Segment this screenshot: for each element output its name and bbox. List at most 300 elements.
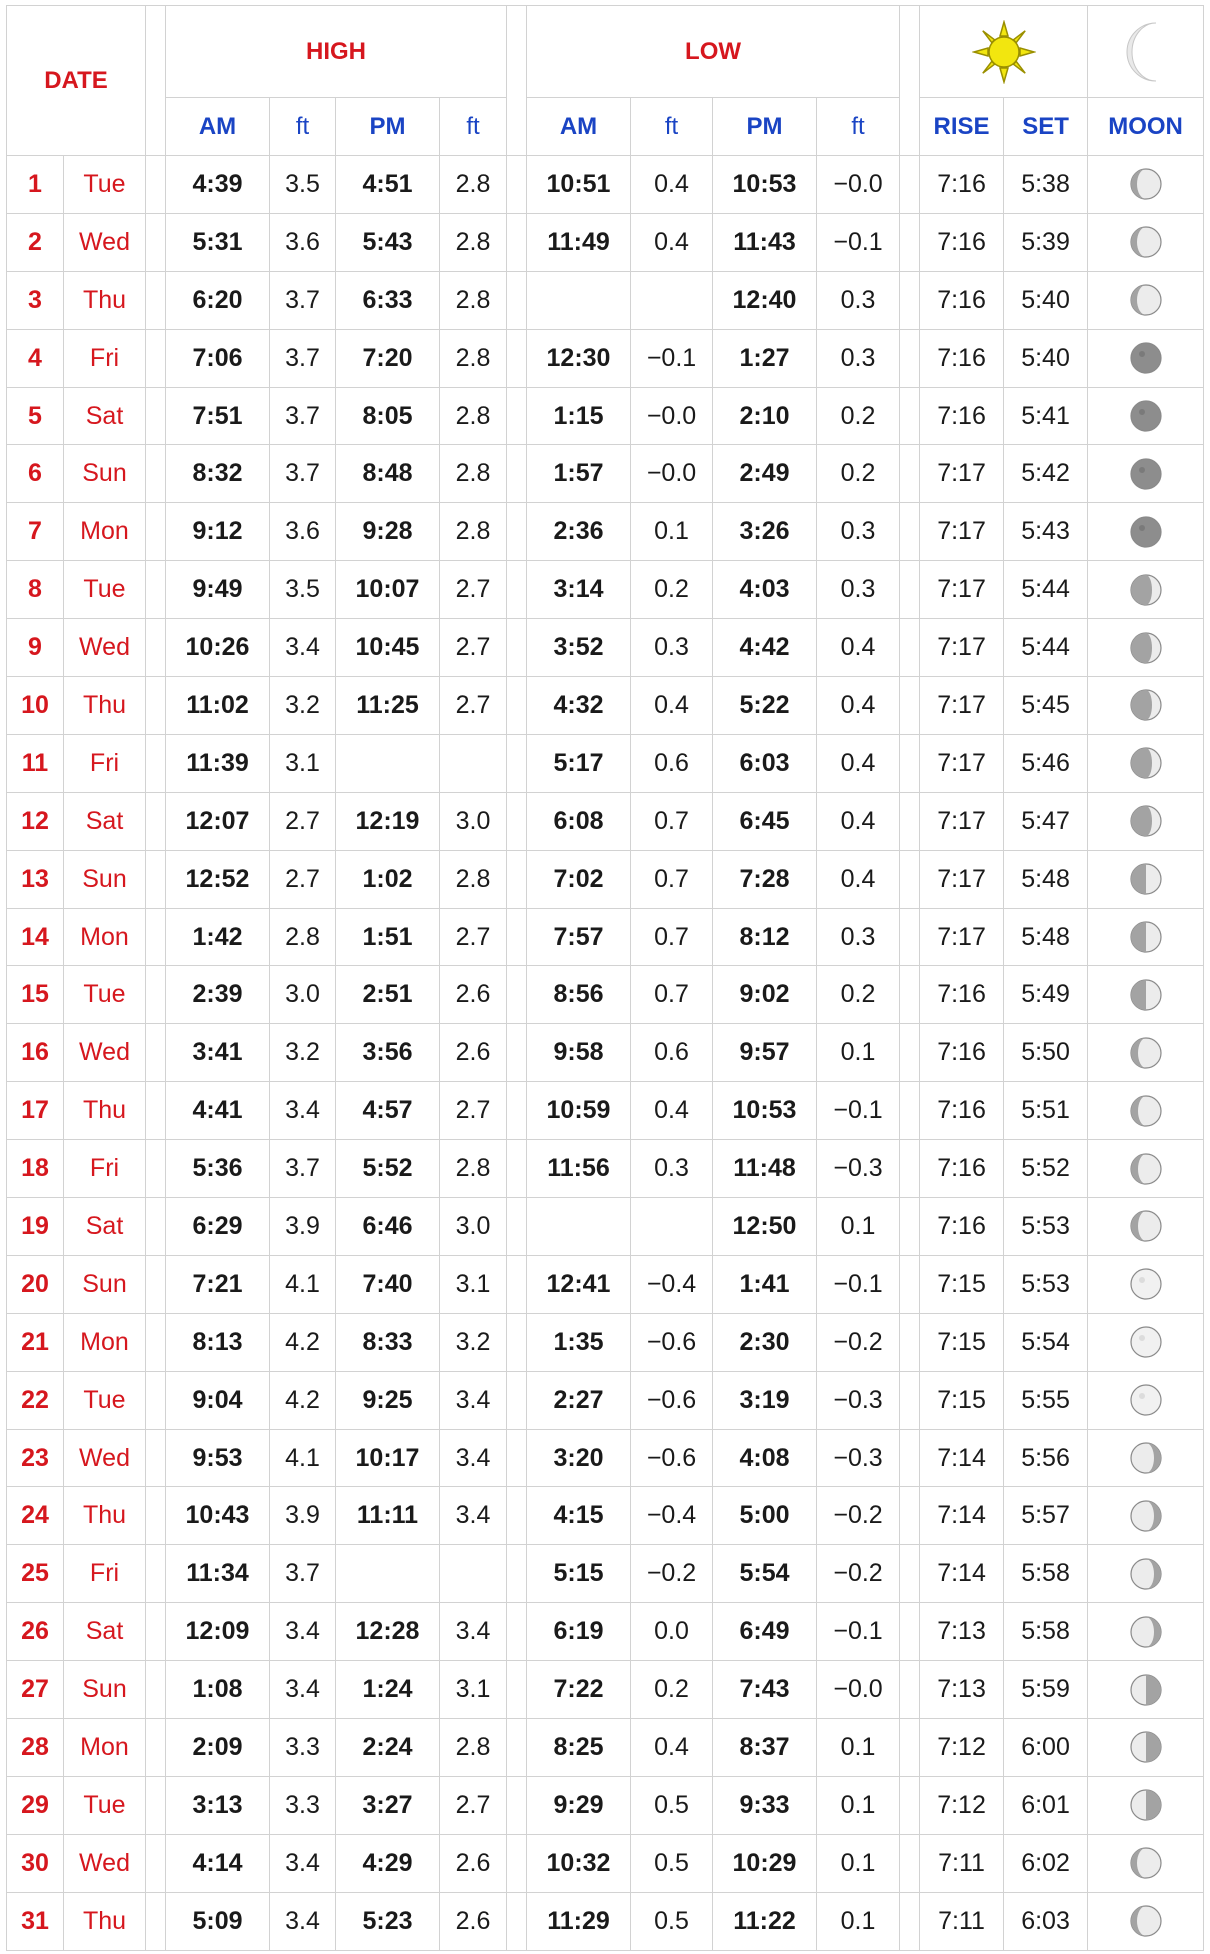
high-am-height: 3.2 xyxy=(270,1024,336,1082)
table-row xyxy=(7,1834,1204,1892)
gap-cell xyxy=(900,619,920,677)
date-number: 27 xyxy=(7,1661,64,1719)
sunset-time: 5:45 xyxy=(1004,677,1088,735)
gap-cell xyxy=(146,1313,166,1371)
high-am-time: 11:34 xyxy=(166,1545,270,1603)
low-pm-ft-header: ft xyxy=(817,98,900,156)
day-name: Tue xyxy=(64,966,146,1024)
low-pm-time: 5:00 xyxy=(713,1487,817,1545)
low-am-height: −0.4 xyxy=(631,1255,713,1313)
waxing-gibbous-moon-icon xyxy=(1129,1094,1163,1128)
gap-cell xyxy=(900,1371,920,1429)
low-pm-time: 8:12 xyxy=(713,908,817,966)
sunset-time: 5:40 xyxy=(1004,271,1088,329)
low-am-height: 0.3 xyxy=(631,619,713,677)
high-am-height: 3.4 xyxy=(270,1661,336,1719)
gap-cell xyxy=(507,1313,527,1371)
waxing-crescent-moon-icon xyxy=(1129,688,1163,722)
sunrise-time: 7:16 xyxy=(920,1082,1004,1140)
sunset-time: 5:49 xyxy=(1004,966,1088,1024)
high-pm-time xyxy=(336,734,440,792)
day-name: Fri xyxy=(64,1140,146,1198)
gap-cell xyxy=(507,1082,527,1140)
low-pm-header: PM xyxy=(713,98,817,156)
moon-phase-cell xyxy=(1088,677,1204,735)
gap-cell xyxy=(507,1892,527,1950)
low-am-height: 0.7 xyxy=(631,908,713,966)
low-am-height: −0.0 xyxy=(631,445,713,503)
low-pm-height: −0.2 xyxy=(817,1487,900,1545)
sunrise-time: 7:14 xyxy=(920,1487,1004,1545)
low-am-time: 6:08 xyxy=(527,792,631,850)
high-am-height: 3.7 xyxy=(270,387,336,445)
last-quarter-moon-icon xyxy=(1129,1730,1163,1764)
low-pm-time: 3:26 xyxy=(713,503,817,561)
high-pm-height: 3.0 xyxy=(440,792,507,850)
high-pm-height: 2.7 xyxy=(440,1776,507,1834)
low-am-height: −0.6 xyxy=(631,1313,713,1371)
low-pm-time: 9:02 xyxy=(713,966,817,1024)
gap-cell xyxy=(900,850,920,908)
moon-phase-cell xyxy=(1088,1198,1204,1256)
gap-cell xyxy=(146,156,166,214)
high-am-height: 3.7 xyxy=(270,329,336,387)
high-pm-time: 10:17 xyxy=(336,1429,440,1487)
sunrise-time: 7:14 xyxy=(920,1429,1004,1487)
date-number: 14 xyxy=(7,908,64,966)
high-am-height: 3.1 xyxy=(270,734,336,792)
low-pm-time: 6:49 xyxy=(713,1603,817,1661)
waning-gibbous-moon-icon xyxy=(1129,1557,1163,1591)
high-am-height: 3.4 xyxy=(270,1082,336,1140)
date-number: 17 xyxy=(7,1082,64,1140)
gap-cell xyxy=(507,1661,527,1719)
low-am-height: −0.4 xyxy=(631,1487,713,1545)
high-pm-height: 2.8 xyxy=(440,271,507,329)
first-quarter-moon-icon xyxy=(1129,920,1163,954)
moon-phase-cell xyxy=(1088,503,1204,561)
high-pm-time: 9:28 xyxy=(336,503,440,561)
low-am-height: 0.1 xyxy=(631,503,713,561)
new-moon-icon xyxy=(1129,341,1163,375)
gap-cell xyxy=(146,503,166,561)
low-am-time: 12:30 xyxy=(527,329,631,387)
date-number: 5 xyxy=(7,387,64,445)
low-pm-height: −0.3 xyxy=(817,1140,900,1198)
moon-phase-cell xyxy=(1088,792,1204,850)
new-moon-icon xyxy=(1129,457,1163,491)
gap-cell xyxy=(507,271,527,329)
gap-cell xyxy=(507,1776,527,1834)
high-pm-height: 2.7 xyxy=(440,677,507,735)
date-number: 26 xyxy=(7,1603,64,1661)
high-am-time: 7:21 xyxy=(166,1255,270,1313)
high-pm-height: 2.8 xyxy=(440,156,507,214)
gap-cell xyxy=(507,213,527,271)
high-pm-height xyxy=(440,1545,507,1603)
sunrise-time: 7:15 xyxy=(920,1255,1004,1313)
moon-phase-header: MOON xyxy=(1088,98,1204,156)
high-am-height: 4.2 xyxy=(270,1313,336,1371)
high-pm-height: 2.8 xyxy=(440,213,507,271)
table-row xyxy=(7,908,1204,966)
waning-crescent-moon-icon xyxy=(1129,167,1163,201)
low-pm-time: 5:22 xyxy=(713,677,817,735)
high-am-height: 3.9 xyxy=(270,1198,336,1256)
moon-phase-cell xyxy=(1088,1082,1204,1140)
gap-cell xyxy=(900,1892,920,1950)
low-pm-height: −0.3 xyxy=(817,1429,900,1487)
gap-cell xyxy=(900,1603,920,1661)
gap-cell xyxy=(146,1082,166,1140)
high-am-height: 3.3 xyxy=(270,1719,336,1777)
gap-cell xyxy=(507,966,527,1024)
high-am-height: 2.7 xyxy=(270,792,336,850)
sunrise-time: 7:15 xyxy=(920,1371,1004,1429)
low-pm-height: −0.2 xyxy=(817,1545,900,1603)
low-am-height: 0.5 xyxy=(631,1834,713,1892)
low-am-time: 10:51 xyxy=(527,156,631,214)
waxing-crescent-moon-icon xyxy=(1129,631,1163,665)
high-pm-height: 3.1 xyxy=(440,1661,507,1719)
day-name: Fri xyxy=(64,734,146,792)
day-name: Sun xyxy=(64,1661,146,1719)
high-am-ft-header: ft xyxy=(270,98,336,156)
moon-phase-cell xyxy=(1088,445,1204,503)
day-name: Thu xyxy=(64,1892,146,1950)
high-am-height: 3.7 xyxy=(270,1545,336,1603)
date-number: 23 xyxy=(7,1429,64,1487)
low-pm-time: 7:43 xyxy=(713,1661,817,1719)
sunrise-time: 7:13 xyxy=(920,1603,1004,1661)
high-am-time: 4:14 xyxy=(166,1834,270,1892)
sunrise-time: 7:16 xyxy=(920,213,1004,271)
gap-cell xyxy=(900,503,920,561)
moon-phase-cell xyxy=(1088,908,1204,966)
sunset-time: 5:58 xyxy=(1004,1603,1088,1661)
low-pm-time: 4:08 xyxy=(713,1429,817,1487)
waning-crescent-moon-icon xyxy=(1129,1904,1163,1938)
new-moon-icon xyxy=(1129,515,1163,549)
rise-header: RISE xyxy=(920,98,1004,156)
high-am-height: 3.4 xyxy=(270,619,336,677)
low-am-time: 11:49 xyxy=(527,213,631,271)
day-name: Sat xyxy=(64,792,146,850)
gap-cell xyxy=(146,387,166,445)
high-pm-time: 12:28 xyxy=(336,1603,440,1661)
date-number: 9 xyxy=(7,619,64,677)
low-am-time: 3:14 xyxy=(527,561,631,619)
high-am-height: 3.4 xyxy=(270,1834,336,1892)
high-am-height: 3.9 xyxy=(270,1487,336,1545)
sunset-time: 5:53 xyxy=(1004,1198,1088,1256)
low-pm-time: 11:43 xyxy=(713,213,817,271)
low-am-time: 3:20 xyxy=(527,1429,631,1487)
low-pm-height: −0.2 xyxy=(817,1313,900,1371)
table-row xyxy=(7,1487,1204,1545)
date-number: 4 xyxy=(7,329,64,387)
gap-cell xyxy=(146,619,166,677)
low-pm-time: 10:53 xyxy=(713,156,817,214)
low-am-height: 0.2 xyxy=(631,1661,713,1719)
table-row xyxy=(7,734,1204,792)
gap-cell xyxy=(146,6,166,156)
low-pm-height: 0.3 xyxy=(817,329,900,387)
sunset-time: 6:00 xyxy=(1004,1719,1088,1777)
moon-phase-cell xyxy=(1088,1371,1204,1429)
low-pm-height: 0.3 xyxy=(817,271,900,329)
high-pm-time: 11:25 xyxy=(336,677,440,735)
table-row xyxy=(7,1719,1204,1777)
table-row xyxy=(7,1024,1204,1082)
gap-cell xyxy=(900,1255,920,1313)
high-am-time: 9:04 xyxy=(166,1371,270,1429)
low-am-time: 7:22 xyxy=(527,1661,631,1719)
gap-cell xyxy=(146,1776,166,1834)
gap-cell xyxy=(146,1255,166,1313)
sunrise-time: 7:17 xyxy=(920,677,1004,735)
low-am-height xyxy=(631,1198,713,1256)
high-am-time: 9:49 xyxy=(166,561,270,619)
gap-cell xyxy=(146,1719,166,1777)
date-number: 29 xyxy=(7,1776,64,1834)
date-number: 20 xyxy=(7,1255,64,1313)
high-pm-height: 2.7 xyxy=(440,561,507,619)
table-row xyxy=(7,1661,1204,1719)
high-am-height: 2.8 xyxy=(270,908,336,966)
sunrise-time: 7:12 xyxy=(920,1776,1004,1834)
gap-cell xyxy=(146,445,166,503)
low-pm-height: −0.1 xyxy=(817,1255,900,1313)
sunrise-time: 7:17 xyxy=(920,503,1004,561)
day-name: Tue xyxy=(64,156,146,214)
high-am-time: 2:09 xyxy=(166,1719,270,1777)
high-pm-time: 5:52 xyxy=(336,1140,440,1198)
low-pm-time: 2:10 xyxy=(713,387,817,445)
high-am-time: 3:13 xyxy=(166,1776,270,1834)
high-pm-time: 1:51 xyxy=(336,908,440,966)
gap-cell xyxy=(900,271,920,329)
low-am-height: 0.6 xyxy=(631,734,713,792)
high-pm-height: 2.8 xyxy=(440,329,507,387)
high-am-time: 4:41 xyxy=(166,1082,270,1140)
low-am-time: 9:58 xyxy=(527,1024,631,1082)
waxing-gibbous-moon-icon xyxy=(1129,1036,1163,1070)
table-row xyxy=(7,387,1204,445)
low-am-time: 2:27 xyxy=(527,1371,631,1429)
low-am-time: 11:29 xyxy=(527,1892,631,1950)
low-pm-height: 0.2 xyxy=(817,966,900,1024)
table-row xyxy=(7,445,1204,503)
low-am-height: 0.5 xyxy=(631,1892,713,1950)
gap-cell xyxy=(146,1892,166,1950)
low-pm-time: 3:19 xyxy=(713,1371,817,1429)
low-pm-time: 2:49 xyxy=(713,445,817,503)
gap-cell xyxy=(900,213,920,271)
high-pm-height: 2.7 xyxy=(440,1082,507,1140)
day-name: Sat xyxy=(64,1198,146,1256)
low-header: LOW xyxy=(527,6,900,98)
low-am-time: 8:25 xyxy=(527,1719,631,1777)
sunrise-time: 7:16 xyxy=(920,329,1004,387)
gap-cell xyxy=(146,329,166,387)
low-pm-height: 0.1 xyxy=(817,1776,900,1834)
gap-cell xyxy=(146,850,166,908)
low-am-time: 7:02 xyxy=(527,850,631,908)
gap-cell xyxy=(900,1719,920,1777)
date-number: 6 xyxy=(7,445,64,503)
low-am-time: 12:41 xyxy=(527,1255,631,1313)
sunset-time: 5:47 xyxy=(1004,792,1088,850)
low-am-time: 3:52 xyxy=(527,619,631,677)
low-pm-time: 2:30 xyxy=(713,1313,817,1371)
high-pm-height: 3.4 xyxy=(440,1487,507,1545)
table-row xyxy=(7,1892,1204,1950)
day-name: Mon xyxy=(64,1313,146,1371)
high-am-height: 3.4 xyxy=(270,1603,336,1661)
low-pm-height: 0.1 xyxy=(817,1719,900,1777)
sunset-time: 6:03 xyxy=(1004,1892,1088,1950)
gap-cell xyxy=(507,1024,527,1082)
low-am-time: 7:57 xyxy=(527,908,631,966)
date-number: 2 xyxy=(7,213,64,271)
last-quarter-moon-icon xyxy=(1129,1673,1163,1707)
moon-phase-cell xyxy=(1088,1140,1204,1198)
low-am-height: −0.1 xyxy=(631,329,713,387)
moon-phase-cell xyxy=(1088,1892,1204,1950)
low-pm-time: 10:53 xyxy=(713,1082,817,1140)
date-number: 19 xyxy=(7,1198,64,1256)
low-am-height: 0.4 xyxy=(631,213,713,271)
day-name: Wed xyxy=(64,619,146,677)
moon-phase-cell xyxy=(1088,387,1204,445)
high-am-time: 3:41 xyxy=(166,1024,270,1082)
low-am-time: 11:56 xyxy=(527,1140,631,1198)
table-row xyxy=(7,1198,1204,1256)
date-number: 12 xyxy=(7,792,64,850)
gap-cell xyxy=(146,561,166,619)
high-pm-time: 8:33 xyxy=(336,1313,440,1371)
gap-cell xyxy=(507,445,527,503)
high-am-height: 2.7 xyxy=(270,850,336,908)
low-am-height: 0.2 xyxy=(631,561,713,619)
high-am-time: 1:42 xyxy=(166,908,270,966)
date-number: 18 xyxy=(7,1140,64,1198)
set-header: SET xyxy=(1004,98,1088,156)
high-am-height: 3.4 xyxy=(270,1892,336,1950)
low-am-height: −0.6 xyxy=(631,1429,713,1487)
sunset-time: 5:41 xyxy=(1004,387,1088,445)
low-am-time xyxy=(527,271,631,329)
gap-cell xyxy=(507,503,527,561)
sunset-time: 5:44 xyxy=(1004,619,1088,677)
sunrise-time: 7:16 xyxy=(920,966,1004,1024)
gap-cell xyxy=(507,156,527,214)
sunset-time: 5:46 xyxy=(1004,734,1088,792)
sunset-time: 5:44 xyxy=(1004,561,1088,619)
low-am-time: 4:32 xyxy=(527,677,631,735)
gap-cell xyxy=(507,792,527,850)
moon-phase-cell xyxy=(1088,1719,1204,1777)
high-pm-time: 4:51 xyxy=(336,156,440,214)
date-number: 3 xyxy=(7,271,64,329)
gap-cell xyxy=(146,1371,166,1429)
high-pm-height: 2.8 xyxy=(440,445,507,503)
low-pm-height: 0.3 xyxy=(817,561,900,619)
low-pm-time: 11:48 xyxy=(713,1140,817,1198)
date-number: 21 xyxy=(7,1313,64,1371)
day-name: Sun xyxy=(64,850,146,908)
gap-cell xyxy=(507,1603,527,1661)
day-name: Fri xyxy=(64,329,146,387)
gap-cell xyxy=(900,908,920,966)
gap-cell xyxy=(507,387,527,445)
sunrise-time: 7:15 xyxy=(920,1313,1004,1371)
low-am-height: −0.6 xyxy=(631,1371,713,1429)
sunrise-time: 7:16 xyxy=(920,271,1004,329)
high-pm-height: 2.8 xyxy=(440,1719,507,1777)
table-row xyxy=(7,503,1204,561)
table-row xyxy=(7,1776,1204,1834)
high-pm-time: 9:25 xyxy=(336,1371,440,1429)
low-am-ft-header: ft xyxy=(631,98,713,156)
high-am-height: 3.6 xyxy=(270,213,336,271)
sunset-time: 5:39 xyxy=(1004,213,1088,271)
low-am-height: 0.4 xyxy=(631,156,713,214)
high-pm-time: 2:24 xyxy=(336,1719,440,1777)
moon-header xyxy=(1088,6,1204,98)
gap-cell xyxy=(146,271,166,329)
gap-cell xyxy=(900,329,920,387)
moon-phase-cell xyxy=(1088,966,1204,1024)
high-am-time: 12:52 xyxy=(166,850,270,908)
gap-cell xyxy=(146,1603,166,1661)
table-row xyxy=(7,329,1204,387)
low-am-height: 0.0 xyxy=(631,1603,713,1661)
sunset-time: 5:38 xyxy=(1004,156,1088,214)
low-pm-height: −0.1 xyxy=(817,1603,900,1661)
low-am-time: 1:15 xyxy=(527,387,631,445)
table-row xyxy=(7,213,1204,271)
high-am-height: 3.6 xyxy=(270,503,336,561)
low-pm-height: 0.1 xyxy=(817,1024,900,1082)
high-pm-height: 3.2 xyxy=(440,1313,507,1371)
high-am-header: AM xyxy=(166,98,270,156)
moon-phase-cell xyxy=(1088,734,1204,792)
gap-cell xyxy=(146,1429,166,1487)
high-am-height: 3.3 xyxy=(270,1776,336,1834)
gap-cell xyxy=(507,1255,527,1313)
gap-cell xyxy=(507,1487,527,1545)
high-pm-time: 8:05 xyxy=(336,387,440,445)
gap-cell xyxy=(900,677,920,735)
low-am-time: 10:32 xyxy=(527,1834,631,1892)
low-pm-height: 0.3 xyxy=(817,503,900,561)
gap-cell xyxy=(900,966,920,1024)
sunrise-time: 7:16 xyxy=(920,156,1004,214)
date-number: 11 xyxy=(7,734,64,792)
gap-cell xyxy=(146,1024,166,1082)
gap-cell xyxy=(900,387,920,445)
moon-phase-cell xyxy=(1088,1545,1204,1603)
waning-gibbous-moon-icon xyxy=(1129,1499,1163,1533)
first-quarter-moon-icon xyxy=(1129,862,1163,896)
day-name: Wed xyxy=(64,1834,146,1892)
high-pm-height: 3.4 xyxy=(440,1603,507,1661)
high-pm-time: 11:11 xyxy=(336,1487,440,1545)
sunrise-time: 7:16 xyxy=(920,387,1004,445)
high-am-time: 6:29 xyxy=(166,1198,270,1256)
